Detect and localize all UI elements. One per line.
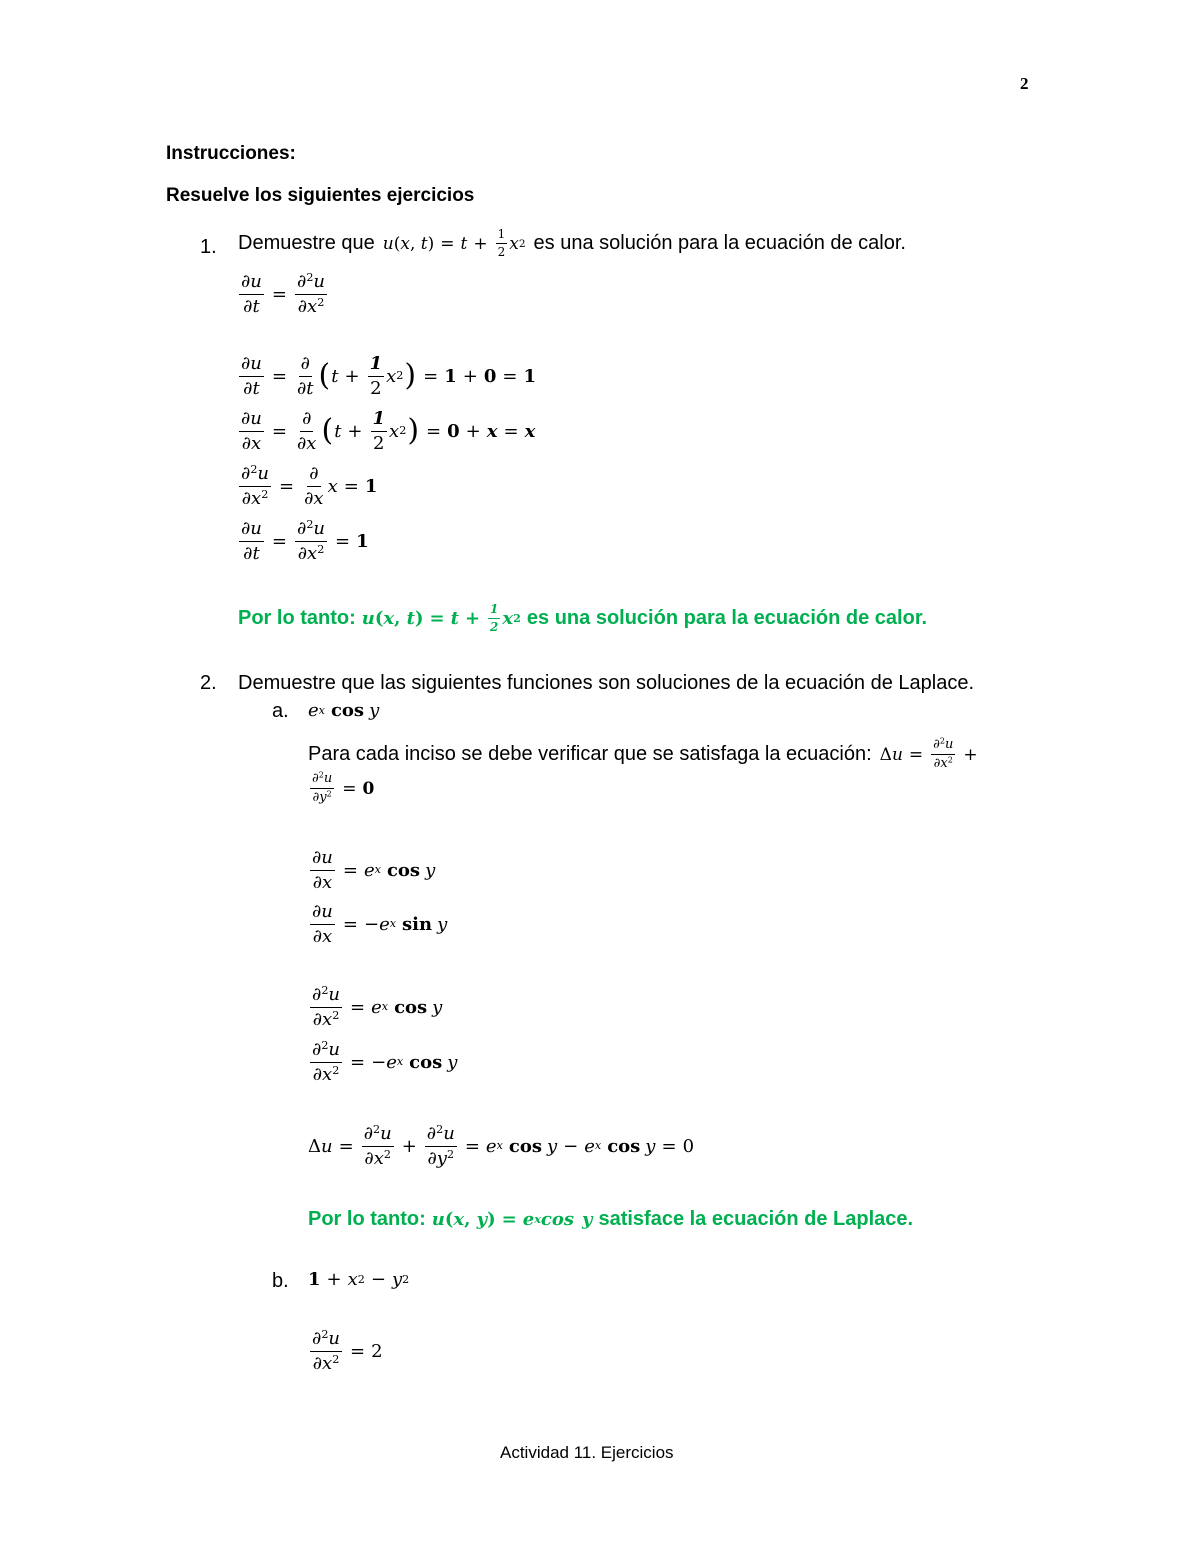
page-number: 2 — [1020, 74, 1029, 93]
derivation-equality: $\frac{\partial u}{\partial t}$ = $\frac{\partial^2u}{\partial x^2}$ = 1 — [241, 517, 369, 564]
exercise-1-conclusion-before: Por lo tanto: — [238, 607, 356, 630]
a-du-dy: $\frac{\partial u}{\partial x}$ = − e x sin y — [312, 901, 448, 947]
heading-resuelve: Resuelve los siguientes ejercicios — [166, 185, 475, 206]
heat-equation: $\frac{\partial u}{\partial t}$ = $\frac{\partial^2u}{\partial x^2}$ — [241, 270, 326, 317]
a-d2u-dy2: $\frac{\partial^2u}{\partial x^2}$ = − e x cos y — [312, 1038, 458, 1085]
a-laplacian-result: Δ u = $\frac{\partial^2u}{\partial x^2}$ + $\frac{\partial^2u}{\partial y^2}$ = e x cos y − e x cos y = 0 — [308, 1122, 695, 1169]
derivation-du-dt: $\frac{\partial u}{\partial t}$ = ∂ ∂t ( t + $\frac{1}{2}$ x 2 ) = 1 + 0 = 1 — [241, 353, 536, 399]
derivation-d2u-dx2: $\frac{\partial^2u}{\partial x^2}$ = ∂ ∂x x = 1 — [241, 462, 378, 509]
item-a-conclusion — [308, 1208, 913, 1231]
item-a-conclusion-function: u ( x , y ) = e x cos y — [431, 1209, 593, 1230]
exercise-2-text: Demuestre que las siguientes funciones son soluciones de la ecuación de Laplace. — [238, 672, 975, 694]
item-a-label: a. — [272, 700, 289, 722]
item-b-function: 1 + x 2 − y 2 — [308, 1269, 410, 1290]
item-a-function: e x cos y — [308, 700, 380, 721]
derivation-du-dx: $\frac{\partial u}{\partial x}$ = ∂ ∂x ( t + $\frac{1}{2}$ x 2 ) = 0 + x = x — [241, 408, 536, 454]
b-d2u-dx2: $\frac{\partial^2u}{\partial x^2}$ = 2 — [312, 1327, 383, 1374]
exercise-1-function: u ( x , t ) = t + $\frac{1}{2}$ x 2 — [382, 227, 526, 260]
a-du-dx: $\frac{\partial u}{\partial x}$ = e x cos y — [312, 847, 436, 893]
page-footer: Actividad 11. Ejercicios — [500, 1443, 674, 1462]
exercise-1-conclusion — [238, 603, 927, 634]
exercise-1-text-before: Demuestre que — [238, 232, 375, 255]
exercise-1-conclusion-after: es una solución para la ecuación de calor. — [526, 607, 928, 630]
laplace-equation-part2: $\frac{\partial^2u}{\partial y^2}$ = 0 — [312, 770, 375, 806]
item-a-conclusion-before: Por lo tanto: — [308, 1208, 426, 1230]
exercise-1-number: 1. — [200, 236, 217, 258]
exercise-1-statement — [238, 228, 906, 259]
a-d2u-dx2: $\frac{\partial^2u}{\partial x^2}$ = e x cos y — [312, 983, 443, 1030]
exercise-1-conclusion-function: u ( x , t ) = t + $\frac{1}{2}$ x 2 — [361, 602, 521, 635]
laplace-equation-part1: Δ u = $\frac{\partial^2u}{\partial x^2}$ + — [879, 736, 978, 772]
item-b-label: b. — [272, 1270, 289, 1292]
exercise-1-text-after: es una solución para la ecuación de calor. — [533, 232, 906, 255]
item-a-conclusion-after: satisface la ecuación de Laplace. — [598, 1208, 914, 1230]
item-a-instruction: Para cada inciso se debe verificar que se satisfaga la ecuación: — [308, 743, 872, 766]
exercise-2-number: 2. — [200, 672, 217, 694]
item-a-instruction-line — [308, 738, 984, 772]
heading-instrucciones: Instrucciones: — [166, 143, 296, 164]
